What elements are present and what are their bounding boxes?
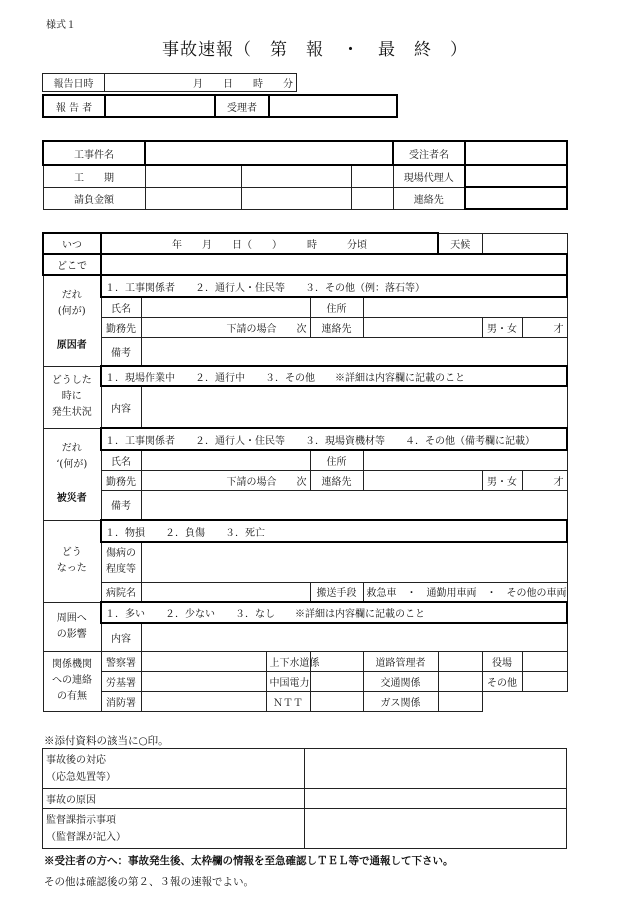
agency-traffic-check[interactable] [438, 671, 482, 691]
cause-options[interactable]: １．工事関係者 ２．通行人・住民等 ３．その他（例：落石等） [101, 275, 567, 297]
agency-ntt-check[interactable] [310, 691, 363, 711]
project-name-label: 工事件名 [43, 141, 145, 165]
followup-table [42, 748, 567, 849]
impact-content-field[interactable] [141, 623, 567, 651]
reporter-field[interactable] [105, 95, 215, 117]
instruction-field[interactable] [305, 809, 567, 849]
where-label: どこで [43, 254, 101, 275]
injury-label-2: 程度等 [106, 564, 136, 576]
how-label-1: どうした [51, 375, 92, 386]
cause-remarks-label: 備考 [101, 337, 141, 366]
when-field[interactable]: 年 月 日（ ） 時 分頃 [101, 233, 438, 254]
cause-gender-field[interactable]: 男・女 [482, 317, 522, 337]
injury-field[interactable] [141, 542, 567, 582]
victim-label-person: 被災者 [56, 493, 87, 504]
weather-label: 天候 [438, 233, 482, 254]
agency-label [43, 651, 101, 711]
cause-name-label: 氏名 [101, 297, 141, 317]
footer-notice: ※受注者の方へ：事故発生後、太枠欄の情報を至急確認しＴＥＬ等で通報して下さい。 [44, 855, 454, 867]
response-label [43, 749, 305, 789]
how-options[interactable]: １．現場作業中 ２．通行中 ３．その他 ※詳細は内容欄に記載のこと [101, 366, 567, 386]
attachments-note: ※添付資料の該当に○印。 [44, 735, 169, 747]
receiver-field[interactable] [269, 95, 397, 117]
incident-table [42, 232, 568, 712]
how-label [43, 366, 101, 428]
reporter-label: 報 告 者 [43, 95, 105, 117]
reporter-table [42, 94, 398, 118]
response-label-1: 事故後の対応 [46, 754, 106, 766]
agency-fire-check[interactable] [141, 691, 266, 711]
agency-power: 中国電力 [266, 671, 310, 691]
when-label: いつ [43, 233, 101, 254]
victim-remarks-field[interactable] [141, 490, 567, 520]
hospital-label: 病院名 [101, 582, 141, 602]
result-label [43, 520, 101, 602]
cause-age-field[interactable]: 才 [522, 317, 567, 337]
agency-empty [482, 691, 567, 711]
how-label-2: 時に [61, 391, 82, 402]
agency-traffic: 交通関係 [363, 671, 438, 691]
how-content-label: 内容 [101, 386, 141, 428]
cause-address-label: 住所 [310, 297, 363, 317]
injury-label [101, 542, 141, 582]
instruction-label-1: 監督課指示事項 [46, 814, 116, 826]
agency-gas: ガス関係 [363, 691, 438, 711]
agency-label-2: への連絡 [52, 675, 92, 686]
how-content-field[interactable] [141, 386, 567, 428]
result-label-1: どう [61, 547, 82, 558]
hospital-field[interactable] [141, 582, 310, 602]
agency-gas-check[interactable] [438, 691, 482, 711]
transport-options[interactable]: 救急車 ・ 通勤用車両 ・ その他の車両 [363, 582, 567, 602]
agency-label-3: の有無 [57, 691, 87, 702]
victim-label [43, 428, 101, 520]
victim-remarks-label: 備考 [101, 490, 141, 520]
report-date-field[interactable]: 月 日 時 分 [105, 74, 297, 92]
amount-field-3[interactable] [351, 187, 393, 209]
victim-name-label: 氏名 [101, 450, 141, 470]
agency-other-check[interactable] [522, 671, 567, 691]
impact-label-2: の影響 [56, 628, 87, 640]
agency-police-check[interactable] [141, 651, 266, 671]
project-table [42, 140, 568, 210]
victim-age-field[interactable]: 才 [522, 470, 567, 490]
cause-person-label [43, 275, 101, 366]
page-title: 事故速報（ 第 報 ・ 最 終 ） [162, 40, 468, 60]
cause-remarks-field[interactable] [141, 337, 567, 366]
victim-contact-field[interactable] [363, 470, 482, 490]
cause-label-person: 原因者 [56, 339, 87, 351]
victim-address-field[interactable] [363, 450, 567, 470]
period-end-field[interactable] [241, 165, 351, 187]
receiver-label: 受理者 [215, 95, 269, 117]
amount-label: 請負金額 [43, 187, 145, 209]
agency-other: その他 [482, 671, 522, 691]
victim-options[interactable]: １．工事関係者 ２．通行人・住民等 ３．現場資機材等 ４．その他（備考欄に記載） [101, 428, 567, 450]
agency-town: 役場 [482, 651, 522, 671]
footer-notice-2: その他は確認後の第２、３報の速報でよい。 [44, 876, 254, 888]
amount-field-2[interactable] [241, 187, 351, 209]
form-code: 様式１ [46, 20, 76, 31]
impact-label-1: 周囲へ [56, 612, 87, 624]
victim-workplace-label: 勤務先 [101, 470, 141, 490]
instruction-label [43, 809, 305, 849]
cause-field[interactable] [305, 789, 567, 809]
response-field[interactable] [305, 749, 567, 789]
injury-label-1: 傷病の [106, 548, 136, 560]
victim-name-field[interactable] [141, 450, 310, 470]
result-label-2: なった [56, 563, 87, 574]
period-extra-field[interactable] [351, 165, 393, 187]
cause-contact-label: 連絡先 [310, 317, 363, 337]
result-options[interactable]: １．物損 ２．負傷 ３．死亡 [101, 520, 567, 542]
agency-ntt: ＮＴＴ [266, 691, 310, 711]
agency-water: 上下水道係 [266, 651, 310, 671]
response-label-2: （応急処置等） [46, 771, 116, 783]
site-agent-label: 現場代理人 [393, 165, 465, 187]
impact-label [43, 602, 101, 651]
how-label-3: 発生状況 [51, 407, 92, 418]
cause-label-who: だれ [61, 289, 82, 301]
cause-contact-field[interactable] [363, 317, 482, 337]
cause-label: 事故の原因 [43, 789, 305, 809]
agency-label-1: 関係機関 [52, 659, 92, 670]
victim-contact-label: 連絡先 [310, 470, 363, 490]
instruction-label-2: （監督課が記入） [46, 831, 126, 843]
victim-label-who: だれ [61, 443, 82, 454]
cause-subcontract-field[interactable]: 下請の場合 次 [141, 317, 310, 337]
period-label: 工 期 [43, 165, 145, 187]
agency-town-check[interactable] [522, 651, 567, 671]
cause-address-field[interactable] [363, 297, 567, 317]
cause-workplace-label: 勤務先 [101, 317, 141, 337]
impact-content-label: 内容 [101, 623, 141, 651]
cause-name-field[interactable] [141, 297, 310, 317]
contact-field[interactable] [465, 187, 567, 209]
agency-road-check[interactable] [438, 651, 482, 671]
contractor-field[interactable] [465, 141, 567, 165]
agency-police: 警察署 [101, 651, 141, 671]
amount-field-1[interactable] [145, 187, 241, 209]
where-field[interactable] [101, 254, 567, 275]
transport-label: 搬送手段 [310, 582, 363, 602]
agency-fire: 消防署 [101, 691, 141, 711]
site-agent-field[interactable] [465, 165, 567, 187]
victim-address-label: 住所 [310, 450, 363, 470]
project-name-field[interactable] [145, 141, 393, 165]
contractor-label: 受注者名 [393, 141, 465, 165]
agency-labor: 労基署 [101, 671, 141, 691]
weather-field[interactable] [482, 233, 567, 254]
report-info-table [42, 73, 297, 92]
agency-road: 道路管理者 [363, 651, 438, 671]
agency-power-check[interactable] [310, 671, 363, 691]
impact-options[interactable]: １．多い ２．少ない ３．なし ※詳細は内容欄に記載のこと [101, 602, 567, 623]
contact-label: 連絡先 [393, 187, 465, 209]
report-date-label: 報告日時 [43, 74, 105, 92]
victim-label-what: ‘(何が) [56, 459, 88, 470]
period-start-field[interactable] [145, 165, 241, 187]
agency-labor-check[interactable] [141, 671, 266, 691]
victim-gender-field[interactable]: 男・女 [482, 470, 522, 490]
cause-label-what: (何が) [57, 305, 86, 317]
victim-subcontract-field[interactable]: 下請の場合 次 [141, 470, 310, 490]
